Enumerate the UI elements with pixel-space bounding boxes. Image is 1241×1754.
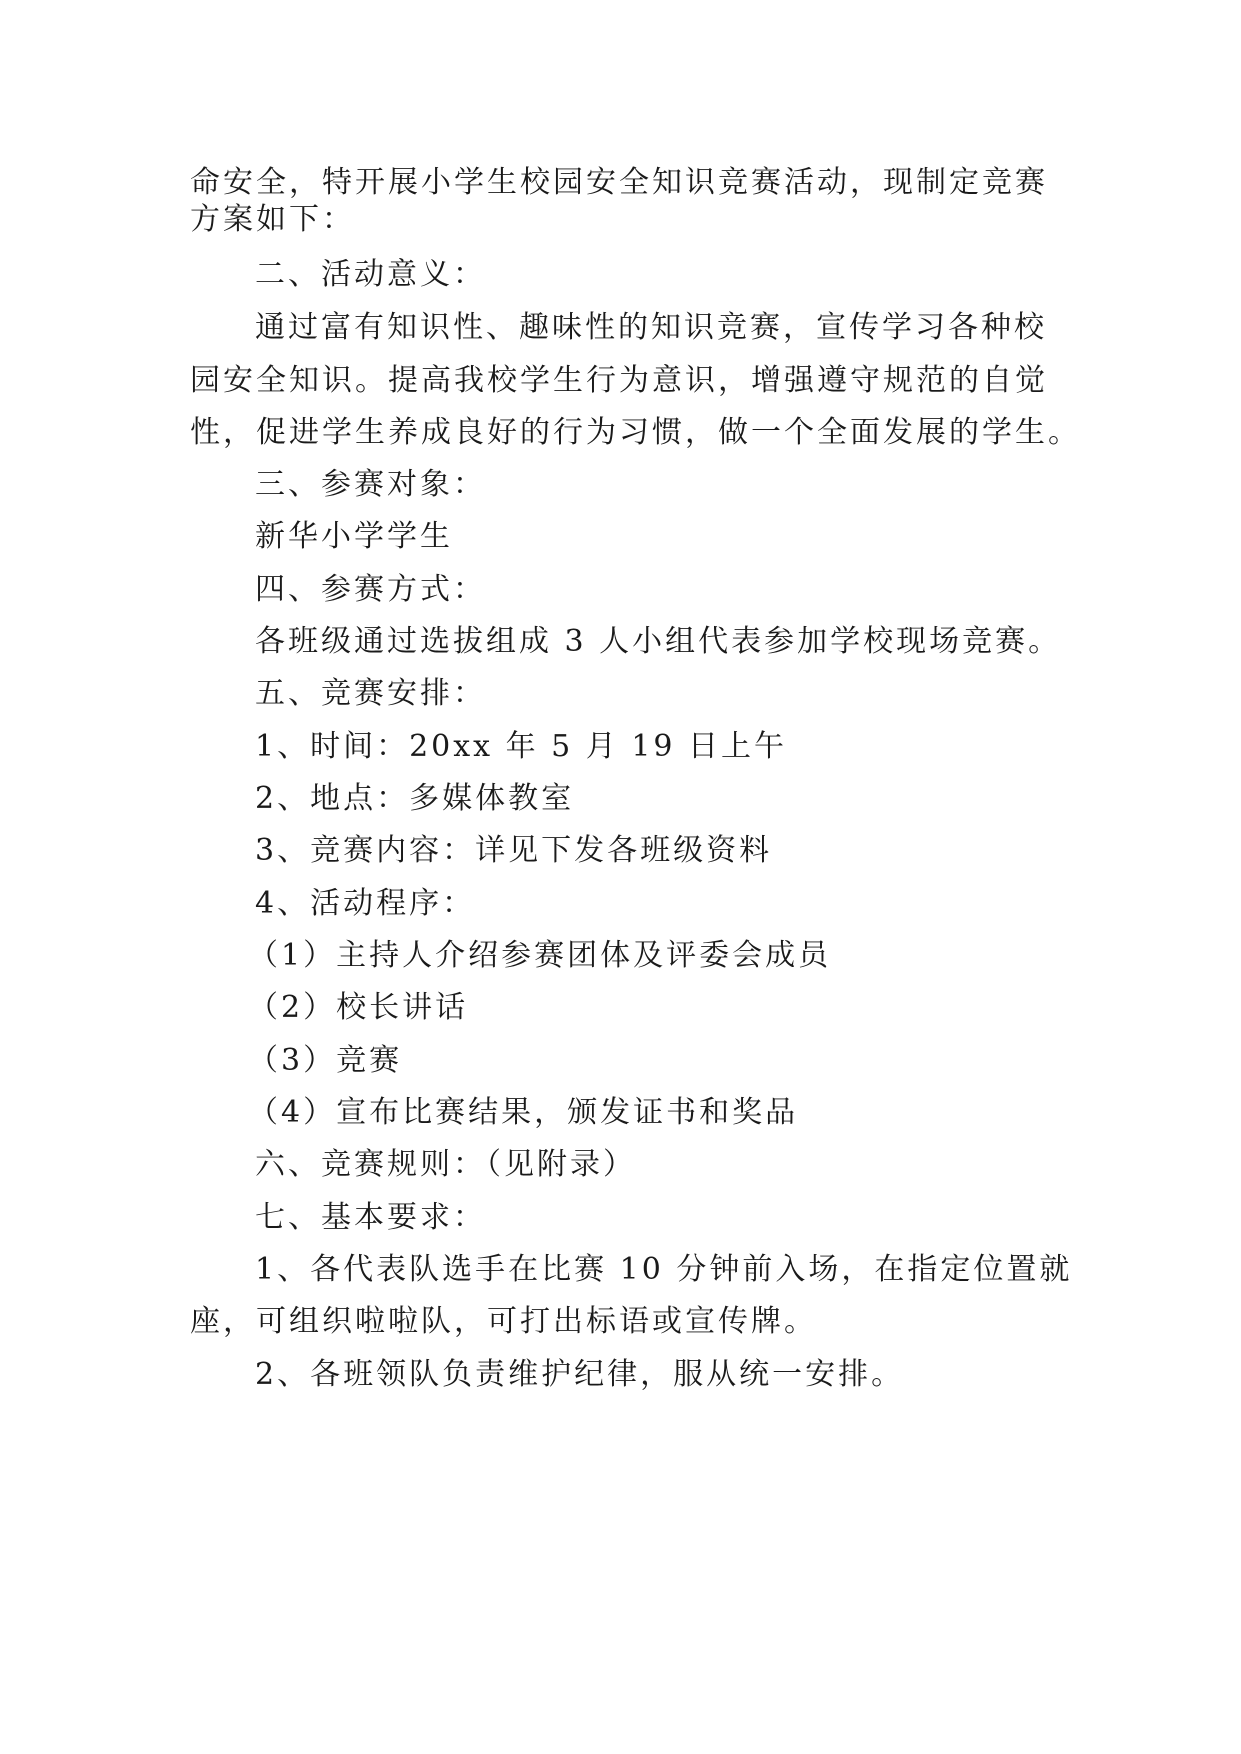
- section-heading-rules: 六、竞赛规则：（见附录）: [255, 1147, 636, 1182]
- body-text-line: 各班级通过选拔组成 3 人小组代表参加学校现场竞赛。: [255, 624, 1062, 659]
- section-heading-method: 四、参赛方式：: [255, 572, 486, 607]
- body-text-line: 新华小学学生: [255, 519, 453, 554]
- section-heading-activity-meaning: 二、活动意义：: [255, 257, 486, 292]
- body-text-line: 座，可组织啦啦队，可打出标语或宣传牌。: [190, 1304, 817, 1339]
- list-item-location: 2、地点：多媒体教室: [255, 781, 575, 816]
- body-text-line: 2、各班领队负责维护纪律，服从统一安排。: [255, 1357, 905, 1392]
- list-item-procedure: 4、活动程序：: [255, 886, 476, 921]
- section-heading-participants: 三、参赛对象：: [255, 467, 486, 502]
- body-text-line: 命安全，特开展小学生校园安全知识竞赛活动，现制定竞赛: [190, 165, 1048, 200]
- section-heading-arrangement: 五、竞赛安排：: [255, 676, 486, 711]
- body-text-line: 方案如下：: [190, 202, 355, 237]
- procedure-step: （2）校长讲话: [248, 990, 469, 1025]
- body-text-line: 通过富有知识性、趣味性的知识竞赛，宣传学习各种校: [255, 310, 1047, 345]
- list-item-content: 3、竞赛内容：详见下发各班级资料: [255, 833, 773, 868]
- list-item-time: 1、时间：20xx 年 5 月 19 日上午: [255, 729, 788, 764]
- procedure-step: （3）竞赛: [248, 1043, 403, 1078]
- section-heading-requirements: 七、基本要求：: [255, 1200, 486, 1235]
- procedure-step: （4）宣布比赛结果，颁发证书和奖品: [248, 1095, 799, 1130]
- body-text-line: 性，促进学生养成良好的行为习惯，做一个全面发展的学生。: [190, 415, 1081, 450]
- body-text-line: 1、各代表队选手在比赛 10 分钟前入场，在指定位置就: [255, 1252, 1073, 1287]
- body-text-line: 园安全知识。提高我校学生行为意识，增强遵守规范的自觉: [190, 363, 1048, 398]
- procedure-step: （1）主持人介绍参赛团体及评委会成员: [248, 938, 832, 973]
